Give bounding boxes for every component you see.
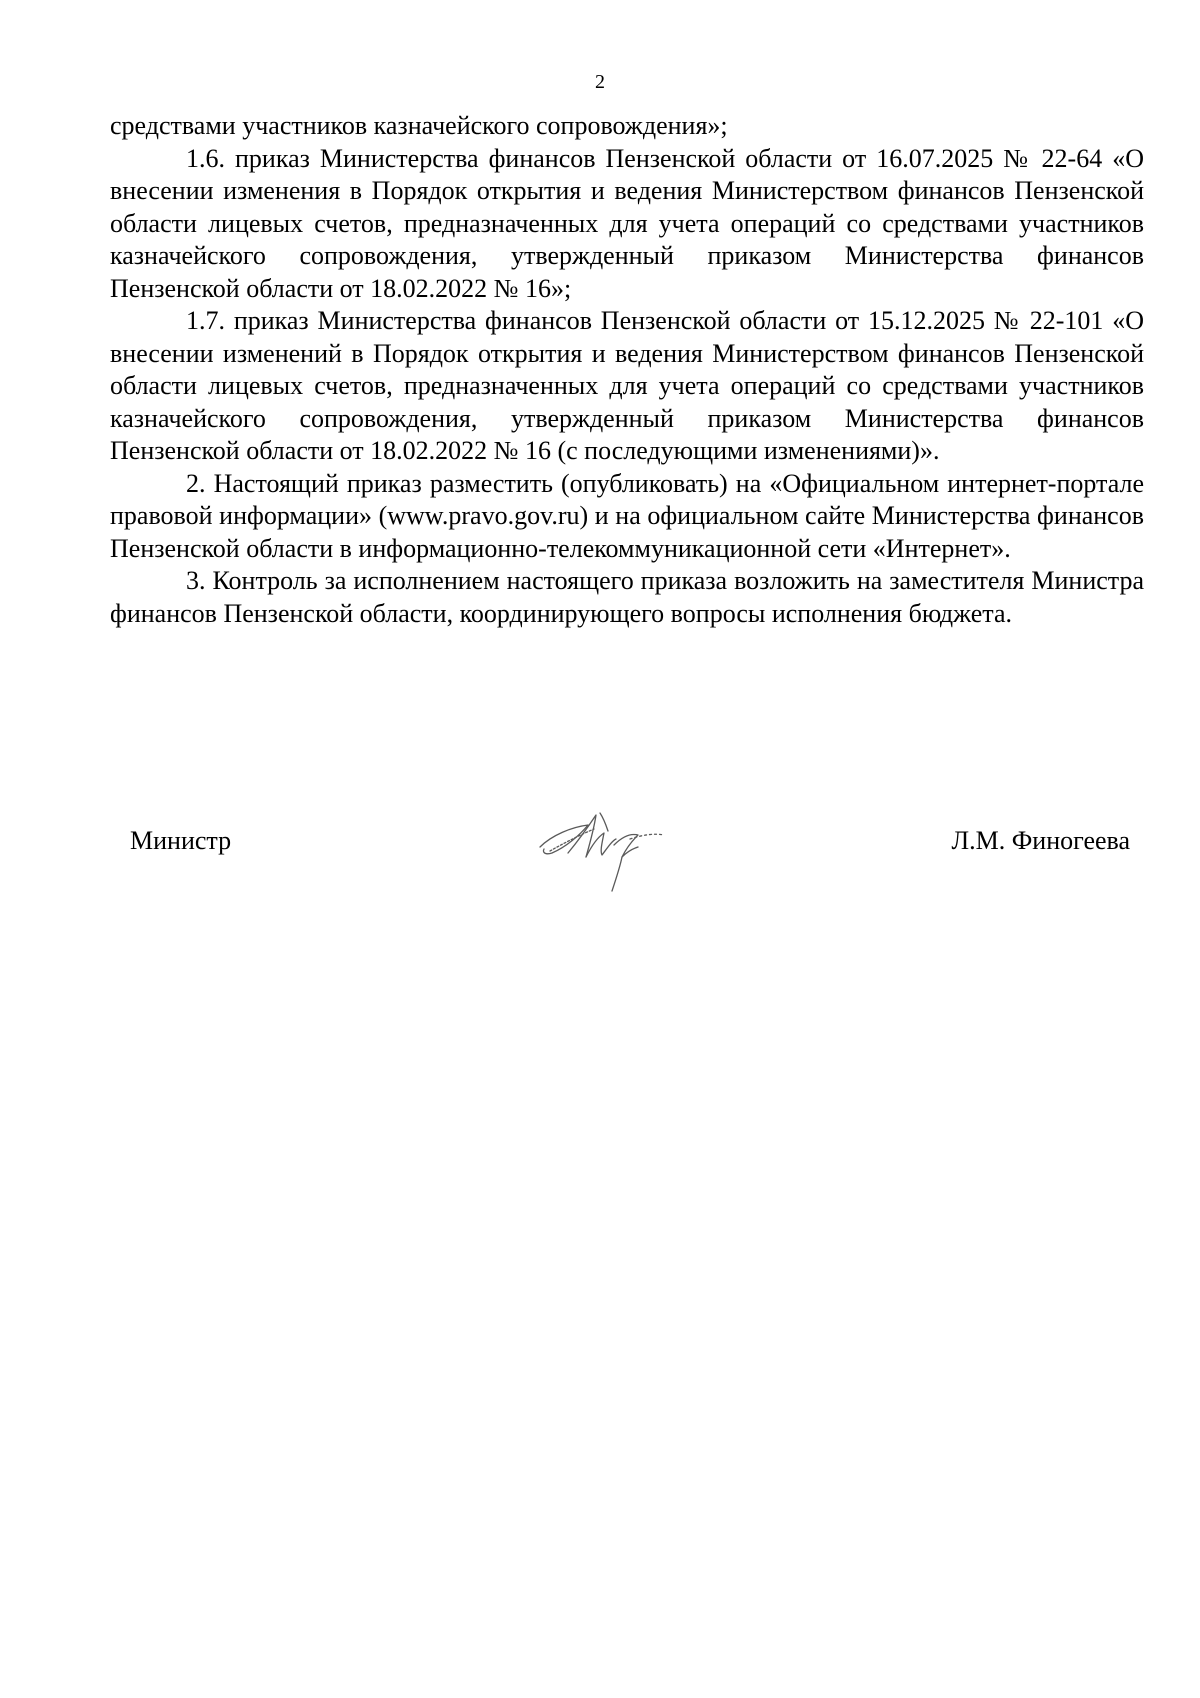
handwritten-signature [530,805,680,905]
signature-block [0,805,1200,925]
paragraph-item-1-6: 1.6. приказ Министерства финансов Пензенской области от 16.07.2025 № 22-64 «О внесении изменения в Порядок открытия и ведения Министерством финансов Пензенской области лицевых счетов, предназначенных для учета операций со средствами участников казначейского сопровождения, утвержденный приказом Министерства финансов Пензенской области от 18.02.2022 № 16»; [110,143,1144,303]
paragraph-continuation: средствами участников казначейского сопровождения»; [110,111,728,140]
signer-title: Министр [130,826,232,855]
paragraph-item-1-7: 1.7. приказ Министерства финансов Пензенской области от 15.12.2025 № 22-101 «О внесении изменений в Порядок открытия и ведения Министерством финансов Пензенской области лицевых счетов, предназначенных для учета операций со средствами участников казначейского сопровождения, утвержденный приказом Министерства финансов Пензенской области от 18.02.2022 № 16 (с последующими изменениями)». [110,306,1144,465]
page-number: 2 [595,71,605,93]
paragraph-item-3: 3. Контроль за исполнением настоящего приказа возложить на заместителя Министра финансов Пензенской области, координирующего вопросы исполнения бюджета. [110,566,1144,628]
document-body [110,110,1144,630]
signer-name: Л.М. Финогеева [951,826,1130,855]
paragraph-item-2: 2. Настоящий приказ разместить (опубликовать) на «Официальном интернет-портале правовой информации» (www.pravo.gov.ru) и на официальном сайте Министерства финансов Пензенской области в информационно-телекоммуникационной сети «Интернет». [110,468,1144,563]
